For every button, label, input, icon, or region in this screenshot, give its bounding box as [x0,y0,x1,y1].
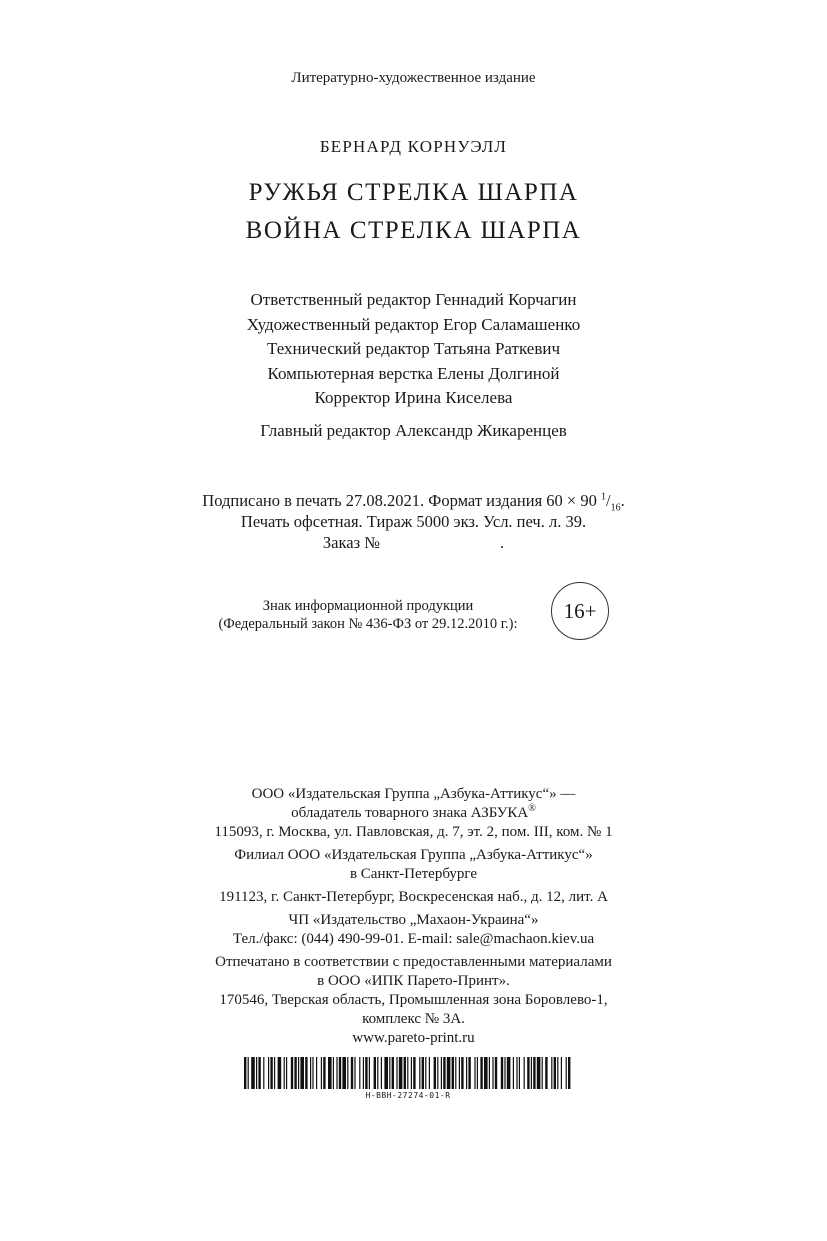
book-author: БЕРНАРД КОРНУЭЛЛ [319,137,508,156]
print-info [0,490,827,553]
credit-line: Ответственный редактор Геннадий Корчагин [250,290,577,309]
registered-mark: ® [528,803,536,814]
publisher-trademark-text: обладатель товарного знака АЗБУКА [291,805,529,821]
credit-line: Корректор Ирина Киселева [314,388,513,407]
publisher-line: Филиал ООО «Издательская Группа „Азбука-Аттикус“» [234,847,593,863]
age-rating-line-1: Знак информационной продукции [262,598,474,614]
publisher-line: Отпечатано в соответствии с предоставленными материалами [215,954,612,970]
edition-type: Литературно-художественное издание [291,70,536,86]
credit-line: Компьютерная верстка Елены Долгиной [267,363,560,383]
publisher-line: 115093, г. Москва, ул. Павловская, д. 7, эт. 2, пом. III, ком. № 1 [214,824,613,840]
print-info-end: . [620,491,625,510]
credit-line: Художественный редактор Егор Саламашенко [246,314,581,334]
order-end: . [499,533,505,552]
publisher-line: Тел./факс: (044) 490-99-01. E-mail: sale@machaon.kiev.ua [232,931,595,947]
print-info-line-2: Печать офсетная. Тираж 5000 экз. Усл. печ. л. 39. [240,512,587,531]
age-rating-badge [551,582,609,640]
credit-line: Технический редактор Татьяна Раткевич [266,339,561,358]
publisher-line: ООО «Издательская Группа „Азбука-Аттикус“» — [251,786,576,802]
publisher-line [0,804,827,823]
format-denominator: 16 [610,502,621,514]
age-rating-badge-text: 16+ [563,598,597,623]
publisher-line: в Санкт-Петербурге [349,866,478,882]
publisher-line: в ООО «ИПК Парето-Принт». [317,973,510,989]
print-info-text: Подписано в печать 27.08.2021. Формат издания 60 × 90 [202,491,601,510]
book-title-line-1: РУЖЬЯ СТРЕЛКА ШАРПА [248,179,579,206]
publisher-line: комплекс № 3А. [362,1011,465,1027]
book-title [0,174,827,250]
publisher-line: 170546, Тверская область, Промышленная зона Боровлево-1, [219,992,608,1008]
publisher-line: ЧП «Издательство „Махаон-Украина“» [288,912,539,928]
publisher-info [0,785,827,1048]
publisher-line: 191123, г. Санкт-Петербург, Воскресенская наб., д. 12, лит. А [219,889,608,905]
book-title-line-2: ВОЙНА СТРЕЛКА ШАРПА [245,217,582,244]
print-info-line-1: Подписано в печать 27.08.2021. Формат издания 60 × 90 $^1/_{16}$. [202,491,625,514]
order-line [0,532,827,553]
credits-list [0,288,827,411]
publisher-line: www.pareto-print.ru [352,1030,475,1046]
age-rating-line-2: (Федеральный закон № 436-ФЗ от 29.12.2010 г.): [218,616,518,632]
barcode-image [244,1057,572,1089]
chief-editor: Главный редактор Александр Жикаренцев [260,421,567,440]
barcode-code: H-BBH-27274-01-R [365,1091,451,1100]
order-label: Заказ № [322,533,380,552]
format-numerator: 1 [600,491,606,503]
age-rating-note [200,597,536,633]
